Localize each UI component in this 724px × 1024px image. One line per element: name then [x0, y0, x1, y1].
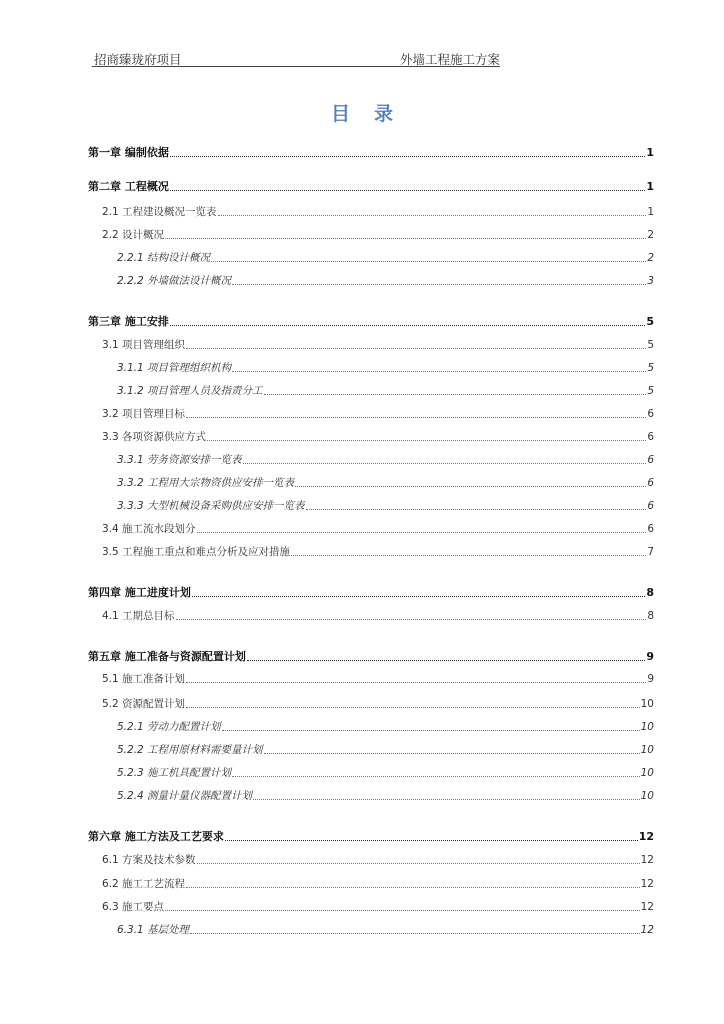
toc-leader-dots: [170, 325, 646, 326]
toc-leader-dots: [186, 887, 640, 888]
toc-leader-dots: [186, 348, 646, 349]
header-document-name: 外墙工程施工方案: [399, 52, 500, 67]
toc-entry[interactable]: [102, 227, 654, 242]
toc-entry-label: 第四章 施工进度计划: [88, 586, 191, 599]
toc-leader-dots: [291, 555, 646, 556]
toc-leader-dots: [218, 215, 647, 216]
toc-entry[interactable]: [117, 360, 654, 375]
toc-leader-dots: [232, 371, 646, 372]
toc-entry-label: 3.3.2 工程用大宗物资供应安排一览表: [117, 477, 295, 489]
toc-entry[interactable]: [117, 765, 654, 780]
toc-entry[interactable]: [102, 544, 654, 559]
toc-entry-label: 第五章 施工准备与资源配置计划: [88, 650, 246, 663]
toc-entry[interactable]: [102, 696, 654, 711]
toc-leader-dots: [253, 799, 640, 800]
toc-entry[interactable]: [102, 852, 654, 867]
toc-leader-dots: [170, 156, 646, 157]
toc-entry-label: 3.3.3 大型机械设备采购供应安排一览表: [117, 500, 305, 512]
toc-entry-page: 5: [647, 362, 654, 374]
toc-entry[interactable]: [88, 584, 654, 600]
toc-entry-page: 8: [647, 610, 654, 622]
toc-entry[interactable]: [117, 383, 654, 398]
toc-entry-page: 5: [647, 385, 654, 397]
toc-entry-page: 8: [646, 586, 654, 599]
toc-leader-dots: [197, 532, 647, 533]
toc-entry-page: 2: [647, 229, 654, 241]
toc-entry-label: 5.2 资源配置计划: [102, 698, 186, 710]
toc-entry[interactable]: [102, 671, 654, 686]
toc-entry-page: 9: [646, 650, 654, 663]
toc-entry[interactable]: [117, 452, 654, 467]
toc-leader-dots: [232, 284, 646, 285]
toc-entry-page: 6: [647, 477, 654, 489]
toc-entry-page: 5: [647, 339, 654, 351]
toc-entry[interactable]: [88, 178, 654, 194]
toc-entry-label: 3.2 项目管理目标: [102, 408, 186, 420]
toc-entry-label: 第三章 施工安排: [88, 315, 169, 328]
toc-entry-label: 5.1 施工准备计划: [102, 673, 186, 685]
toc-entry-page: 10: [640, 698, 654, 710]
toc-entry-label: 5.2.1 劳动力配置计划: [117, 721, 221, 733]
toc-leader-dots: [192, 596, 646, 597]
toc-entry[interactable]: [102, 429, 654, 444]
toc-entry-page: 3: [647, 275, 654, 287]
toc-leader-dots: [243, 463, 647, 464]
toc-leader-dots: [165, 910, 640, 911]
toc-entry-page: 6: [647, 500, 654, 512]
toc-entry-page: 12: [640, 878, 654, 890]
toc-entry-page: 12: [640, 854, 654, 866]
toc-leader-dots: [176, 619, 647, 620]
toc-entry[interactable]: [117, 250, 654, 265]
toc-entry-page: 1: [646, 146, 654, 159]
toc-entry-page: 6: [647, 408, 654, 420]
toc-entry-label: 6.2 施工工艺流程: [102, 878, 186, 890]
toc-leader-dots: [165, 238, 646, 239]
toc-entry[interactable]: [102, 204, 654, 219]
header-project-name: 招商臻珑府项目: [94, 52, 182, 67]
toc-leader-dots: [186, 682, 646, 683]
page-title: 目录: [330, 103, 417, 125]
toc-entry-page: 7: [647, 546, 654, 558]
toc-entry[interactable]: [117, 475, 654, 490]
toc-entry[interactable]: [117, 922, 654, 937]
toc-entry-page: 1: [647, 206, 654, 218]
toc-entry-label: 5.2.2 工程用原材料需要量计划: [117, 744, 263, 756]
toc-entry-page: 10: [640, 744, 654, 756]
toc-entry-label: 2.2.2 外墙做法设计概况: [117, 275, 232, 287]
toc-entry-label: 3.5 工程施工重点和难点分析及应对措施: [102, 546, 291, 558]
toc-leader-dots: [207, 440, 646, 441]
toc-entry-page: 6: [647, 523, 654, 535]
toc-entry[interactable]: [102, 899, 654, 914]
toc-entry-label: 3.1.2 项目管理人员及指责分工: [117, 385, 263, 397]
toc-entry-label: 3.3.1 劳务资源安排一览表: [117, 454, 242, 466]
toc-entry-label: 3.3 各项资源供应方式: [102, 431, 207, 443]
toc-entry-label: 3.1.1 项目管理组织机构: [117, 362, 232, 374]
toc-leader-dots: [197, 863, 640, 864]
toc-leader-dots: [232, 776, 640, 777]
toc-entry[interactable]: [102, 608, 654, 623]
toc-entry-label: 第六章 施工方法及工艺要求: [88, 830, 224, 843]
toc-entry-label: 3.1 项目管理组织: [102, 339, 186, 351]
toc-entry[interactable]: [88, 313, 654, 329]
toc-entry-page: 9: [647, 673, 654, 685]
toc-leader-dots: [186, 707, 640, 708]
toc-entry-label: 2.2.1 结构设计概况: [117, 252, 211, 264]
toc-entry-page: 6: [647, 454, 654, 466]
toc-entry-label: 4.1 工期总目标: [102, 610, 175, 622]
toc-entry-label: 6.1 方案及技术参数: [102, 854, 196, 866]
toc-entry-label: 5.2.4 测量计量仪器配置计划: [117, 790, 253, 802]
toc-entry-label: 2.2 设计概况: [102, 229, 165, 241]
toc-entry[interactable]: [117, 788, 654, 803]
toc-entry[interactable]: [88, 648, 654, 664]
toc-entry-label: 6.3.1 基层处理: [117, 924, 190, 936]
toc-entry-page: 10: [640, 767, 654, 779]
toc-entry-label: 6.3 施工要点: [102, 901, 165, 913]
toc-entry-page: 12: [640, 901, 654, 913]
toc-entry-page: 12: [640, 924, 654, 936]
toc-entry-page: 6: [647, 431, 654, 443]
toc-entry[interactable]: [117, 498, 654, 513]
toc-entry[interactable]: [102, 406, 654, 421]
toc-entry[interactable]: [88, 144, 654, 160]
toc-leader-dots: [264, 753, 640, 754]
toc-leader-dots: [306, 509, 647, 510]
toc-entry-page: 1: [646, 180, 654, 193]
toc-leader-dots: [211, 261, 646, 262]
toc-entry-label: 第一章 编制依据: [88, 146, 169, 159]
toc-entry-page: 12: [638, 830, 654, 843]
toc-entry-label: 5.2.3 施工机具配置计划: [117, 767, 232, 779]
toc-leader-dots: [222, 730, 640, 731]
toc-entry-label: 第二章 工程概况: [88, 180, 169, 193]
toc-entry-label: 3.4 施工流水段划分: [102, 523, 196, 535]
toc-entry[interactable]: [88, 828, 654, 844]
toc-entry[interactable]: [117, 742, 654, 757]
toc-leader-dots: [247, 660, 646, 661]
toc-leader-dots: [170, 190, 646, 191]
toc-entry-page: 10: [640, 721, 654, 733]
toc-entry-page: 5: [646, 315, 654, 328]
toc-entry[interactable]: [102, 337, 654, 352]
toc-leader-dots: [225, 840, 638, 841]
toc-entry[interactable]: [102, 521, 654, 536]
toc-entry-page: 2: [647, 252, 654, 264]
toc-entry-label: 2.1 工程建设概况一览表: [102, 206, 217, 218]
toc-entry[interactable]: [102, 876, 654, 891]
toc-entry-page: 10: [640, 790, 654, 802]
toc-leader-dots: [295, 486, 646, 487]
toc-entry[interactable]: [117, 719, 654, 734]
page-header: [92, 50, 500, 67]
toc-entry[interactable]: [117, 273, 654, 288]
toc-leader-dots: [190, 933, 640, 934]
toc-leader-dots: [186, 417, 646, 418]
toc-leader-dots: [264, 394, 647, 395]
